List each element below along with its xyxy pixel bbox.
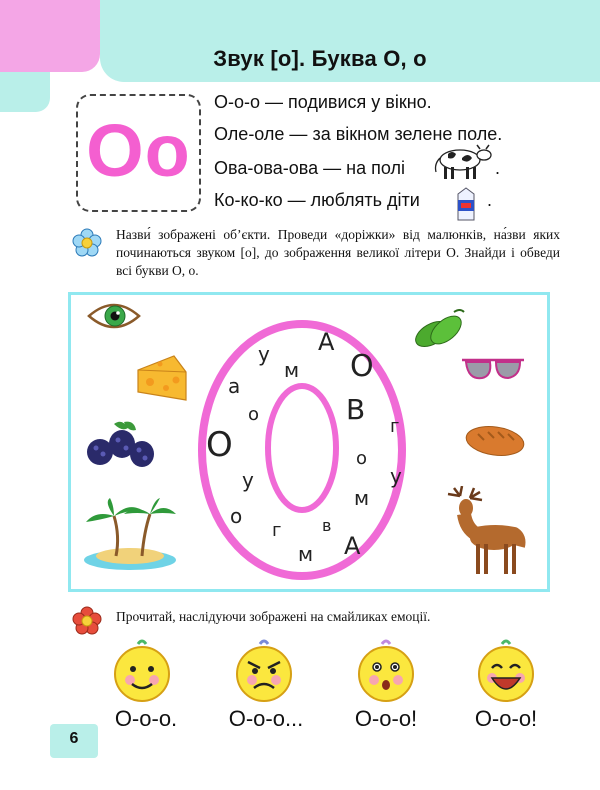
scatter-letter: м: [298, 542, 314, 566]
happy-smiley-icon: [110, 638, 174, 702]
deer-icon: [440, 486, 530, 578]
poem-line: Оле-оле — за вікном зелене поле.: [214, 124, 503, 144]
sunglasses-icon: [460, 352, 526, 386]
laughing-smiley-icon: [474, 638, 538, 702]
scatter-letter: А: [318, 328, 335, 356]
letter-card: [76, 94, 201, 212]
scatter-letter: В: [346, 393, 366, 426]
scatter-letter: о: [230, 504, 243, 528]
scatter-letter: О: [206, 425, 233, 465]
instruction-text: Назви́ зображені об’єкти. Проведи «доріжки» від малюнків, на́зви яких починаються звуком [о], до зображення великої літери О. Знайди і обведи всі букви О, о.: [116, 227, 560, 278]
angry-smiley-icon: [232, 638, 296, 702]
scatter-letter: в: [322, 516, 332, 535]
cucumber-icon: [410, 304, 468, 358]
milk-carton-icon: [455, 186, 477, 222]
flower-icon: [72, 228, 102, 258]
page-number: 6: [69, 730, 79, 747]
smiley-caption: О-о-о!: [354, 706, 418, 731]
cow-icon: [430, 140, 492, 182]
smiley-caption: О-о-о.: [114, 706, 178, 731]
instruction-text: Прочитай, наслідуючи зображені на смайликах емоції.: [116, 609, 431, 624]
scatter-letter: у: [242, 468, 254, 492]
poem-line: О-о-о — подивися у вікно.: [214, 92, 432, 112]
island-icon: [80, 496, 178, 572]
scatter-letter: г: [390, 416, 400, 437]
header-corner-cyan: [0, 72, 50, 112]
scatter-letter: м: [354, 486, 370, 510]
smiley-caption: О-о-о...: [228, 706, 304, 731]
cheese-icon: [134, 352, 190, 406]
header-corner-pink: [0, 0, 100, 72]
scatter-letter: о: [356, 448, 368, 469]
scatter-letter: м: [284, 358, 300, 382]
smiley-caption: О-о-о!: [474, 706, 538, 731]
page-title: Звук [о]. Буква О, о: [213, 46, 427, 71]
scatter-letter: у: [258, 342, 270, 366]
scatter-letter: г: [272, 520, 282, 541]
scatter-letter: А: [344, 532, 361, 560]
poem-line: Ова-ова-ова — на полі: [214, 158, 405, 178]
poem-line-end: .: [487, 190, 493, 210]
letter-card-letters: Оо: [86, 109, 191, 192]
poem-line-end: .: [495, 158, 501, 178]
scatter-letter: а: [228, 374, 241, 398]
scatter-letter: О: [350, 349, 374, 384]
surprised-smiley-icon: [354, 638, 418, 702]
blackberry-icon: [84, 418, 156, 470]
eye-icon: [86, 298, 142, 334]
flower-icon: [72, 606, 102, 636]
poem-line: Ко-ко-ко — люблять діти: [214, 190, 420, 210]
scatter-letter: у: [390, 464, 402, 488]
scatter-letter: о: [248, 404, 260, 425]
bread-icon: [464, 422, 526, 460]
